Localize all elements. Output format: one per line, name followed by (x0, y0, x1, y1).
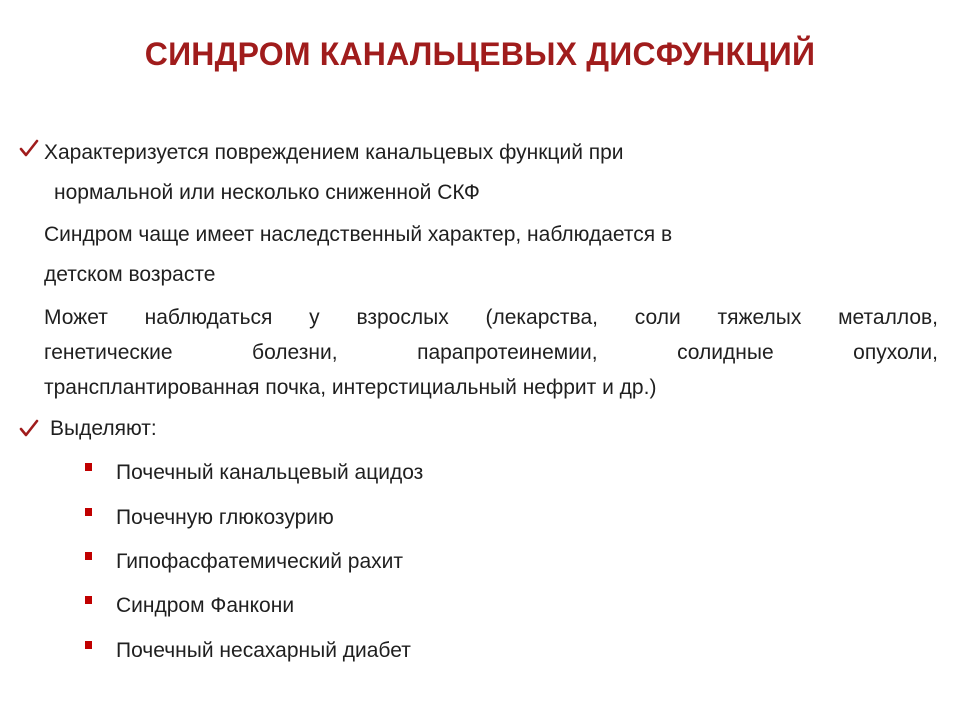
square-bullet-icon (85, 463, 92, 471)
slide-title: СИНДРОМ КАНАЛЬЦЕВЫХ ДИСФУНКЦИЙ (144, 36, 816, 72)
point1-line2: нормальной или несколько сниженной СКФ (54, 181, 480, 204)
list-item: Гипофасфатемический рахит (116, 550, 403, 573)
square-bullet-icon (85, 641, 92, 649)
square-bullet-icon (85, 508, 92, 516)
point2-label: Выделяют: (50, 417, 157, 440)
list-item: Почечный несахарный диабет (116, 639, 411, 662)
checkmark-icon (18, 418, 40, 440)
list-item: Почечный канальцевый ацидоз (116, 461, 424, 484)
adult-line-1: Может наблюдаться у взрослых (лекарства, соли тяжелых металлов, (44, 306, 938, 329)
list-item: Синдром Фанкони (116, 594, 295, 617)
point1-adult-paragraph (44, 300, 938, 405)
point1-line1: Характеризуется повреждением канальцевых функций при (44, 141, 624, 164)
square-bullet-icon (85, 596, 92, 604)
checkmark-icon (18, 138, 40, 160)
adult-line-3: трансплантированная почка, интерстициальный нефрит и др.) (44, 376, 657, 399)
point1-line3: Синдром чаще имеет наследственный характер, наблюдается в (44, 223, 673, 246)
point1-line4: детском возрасте (44, 263, 216, 286)
adult-line-2: генетические болезни, парапротеинемии, солидные опухоли, (44, 341, 938, 364)
square-bullet-icon (85, 552, 92, 560)
list-item: Почечную глюкозурию (116, 506, 334, 529)
